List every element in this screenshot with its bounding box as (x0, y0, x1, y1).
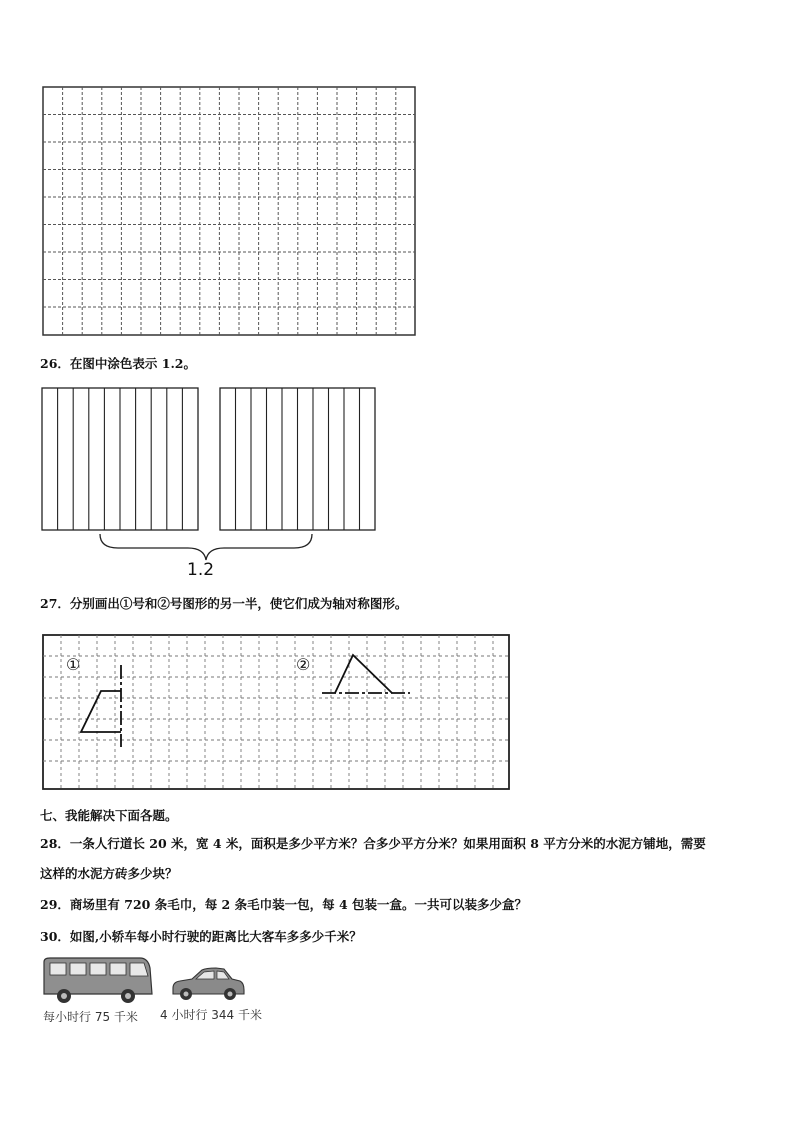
figure-1-label: ① (66, 655, 81, 674)
section-7-heading: 七、我能解决下面各题。 (40, 808, 178, 823)
question-28-line2: 这样的水泥方砖多少块？ (40, 866, 178, 881)
bus-illustration (40, 954, 156, 1006)
figure-2-label: ② (296, 655, 311, 674)
symmetry-grid-figure (40, 632, 512, 790)
shape-2-half (322, 655, 410, 693)
car-illustration (170, 964, 246, 1004)
car-caption: 4 小时行 344 千米 (160, 1008, 262, 1022)
brace-label: 1.2 (187, 560, 215, 580)
question-26: 26．在图中涂色表示 1.2。 (40, 356, 196, 371)
decimal-squares-figure (38, 384, 388, 584)
question-28-line1: 28．一条人行道长 20 米，宽 4 米，面积是多少平方米？合多少平方分米？如果用面积 8 平方分米的水泥方铺地，需要 (40, 836, 706, 851)
question-29: 29．商场里有 720 条毛巾，每 2 条毛巾装一包，每 4 包装一盒。一共可以装多少盒？ (40, 897, 527, 912)
curly-brace (100, 534, 312, 560)
question-27: 27．分别画出①号和②号图形的另一半，使它们成为轴对称图形。 (40, 596, 408, 611)
question-30: 30．如图,小轿车每小时行驶的距离比大客车多多少千米？ (40, 929, 362, 944)
bus-caption: 每小时行 75 千米 (43, 1010, 138, 1024)
top-grid-svg (42, 86, 416, 336)
top-practice-grid (42, 86, 416, 336)
